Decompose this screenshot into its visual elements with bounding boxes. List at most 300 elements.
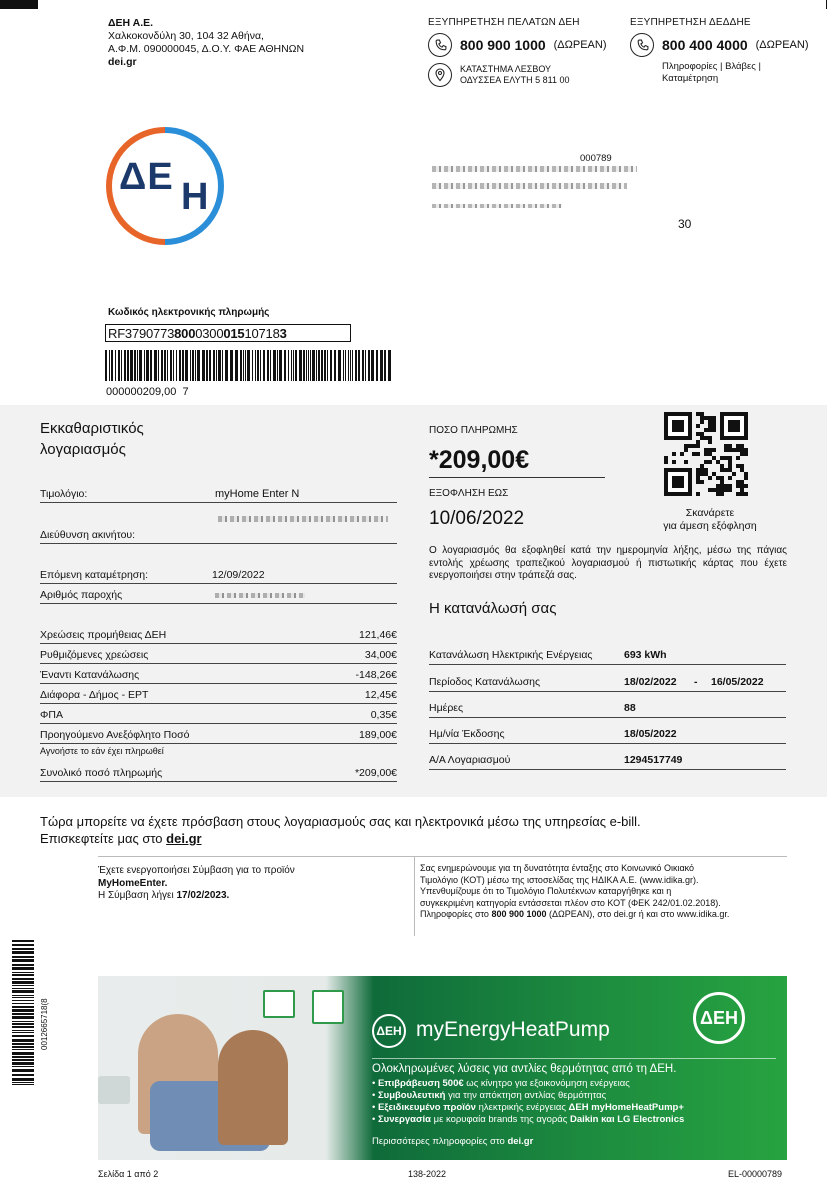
ebill-link[interactable]: dei.gr: [166, 831, 202, 846]
barcode-bar: [12, 1023, 34, 1025]
qr-module: [740, 452, 744, 456]
phone-icon: [428, 33, 452, 57]
barcode-bar: [12, 995, 34, 996]
barcode-bar: [345, 350, 346, 381]
barcode-bar: [137, 350, 138, 381]
customer-service-phone-row[interactable]: [428, 33, 618, 57]
barcode-bar: [206, 350, 208, 381]
days-row: [429, 702, 786, 718]
barcode-bar: [12, 1066, 34, 1067]
kot-line4: συγκεκριμένη κατηγορία εντάσσεται πλέον στο ΚΟΤ (ΦΕΚ 242/01.02.2018).: [420, 897, 721, 908]
barcode-bar: [197, 350, 200, 381]
charge-value: 121,46€: [359, 629, 397, 641]
ad-bullet-text: ως κίνητρο για εξοικονόμηση ενέργειας: [466, 1078, 630, 1089]
qr-module: [736, 492, 740, 496]
qr-module: [680, 452, 684, 456]
barcode-bar: [343, 350, 344, 381]
invoice-label: Τιμολόγιο:: [40, 488, 88, 500]
barcode-bar: [230, 350, 233, 381]
customer-service-phone: 800 900 1000: [460, 37, 546, 53]
ad-bullet-text: για την απόκτηση αντλίας θερμότητας: [448, 1090, 607, 1101]
barcode-bar: [371, 350, 374, 381]
barcode-bar: [192, 350, 194, 381]
qr-module: [708, 428, 712, 432]
qr-module: [696, 444, 700, 448]
barcode-bar: [218, 350, 221, 381]
barcode-bar: [216, 350, 217, 381]
qr-module: [724, 468, 728, 472]
qr-module: [724, 488, 728, 492]
ad-bullet-text: με κορυφαία brands της αγοράς: [433, 1114, 568, 1125]
barcode-bar: [173, 350, 174, 381]
side-barcode-number: 0012665718(8: [40, 998, 49, 1050]
barcode-bar: [185, 350, 188, 381]
customer-service: [428, 17, 618, 87]
barcode-bar: [12, 1026, 34, 1028]
barcode-bar: [245, 350, 246, 381]
barcode-bar: [195, 350, 196, 381]
qr-module: [696, 480, 700, 484]
qr-module: [728, 488, 732, 492]
ad-bullet: • Συμβουλευτική για την απόκτηση αντλίας θερμότητας: [372, 1090, 607, 1101]
barcode-bar: [154, 350, 157, 381]
barcode-bar: [299, 350, 302, 381]
barcode-bar: [348, 350, 349, 381]
contract-expiry-prefix: Η Σύμβαση λήγει: [98, 890, 174, 901]
qr-module: [700, 480, 704, 484]
barcode-bar: [279, 350, 282, 381]
charge-label: Ρυθμιζόμενες χρεώσεις: [40, 649, 149, 661]
ad-logo: ΔΕΗ: [693, 992, 745, 1044]
barcode-bar: [12, 997, 34, 998]
kot-notice: [420, 863, 787, 921]
charge-row: [40, 669, 397, 684]
deddie-title: ΕΞΥΠΗΡΕΤΗΣΗ ΔΕΔΔΗΕ: [630, 17, 751, 28]
charge-label: Χρεώσεις προμήθειας ΔΕΗ: [40, 629, 167, 641]
barcode-bar: [12, 1059, 34, 1061]
barcode-bar: [12, 981, 34, 984]
barcode-bar: [139, 350, 142, 381]
barcode-bar: [12, 978, 34, 980]
barcode-bar: [118, 350, 120, 381]
qr-module: [740, 464, 744, 468]
qr-module: [696, 472, 700, 476]
qr-module: [712, 424, 716, 428]
barcode-bar: [12, 1030, 34, 1031]
barcode-bar: [358, 350, 360, 381]
qr-finder: [672, 476, 684, 488]
next-reading-label: Επόμενη καταμέτρηση:: [40, 569, 149, 581]
qr-module: [744, 476, 748, 480]
recipient-number: 30: [678, 217, 692, 231]
contract-product: MyHomeEnter.: [98, 877, 168, 889]
store-name: ΚΑΤΑΣΤΗΜΑ ΛΕΣΒΟΥ: [460, 64, 552, 74]
qr-module: [712, 416, 716, 420]
barcode-bar: [277, 350, 278, 381]
qr-module: [708, 460, 712, 464]
qr-module: [740, 448, 744, 452]
barcode-bar: [12, 1069, 34, 1072]
qr-module: [708, 452, 712, 456]
issue-label: Ημ/νία Έκδοσης: [429, 728, 505, 740]
qr-module: [716, 488, 720, 492]
barcode-bar: [235, 350, 238, 381]
period-sep: -: [694, 676, 698, 688]
barcode-bar: [312, 350, 315, 381]
qr-module: [720, 476, 724, 480]
qr-module: [704, 428, 708, 432]
barcode-bar: [12, 1074, 34, 1076]
qr-finder: [728, 420, 740, 432]
kot-line1: Σας ενημερώνουμε για τη δυνατότητα ένταξης στο Κοινωνικό Οικιακό: [420, 863, 695, 873]
contract-expiry-date: 17/02/2023.: [176, 890, 230, 901]
payment-qr-code[interactable]: [664, 410, 748, 498]
barcode-bar: [303, 350, 305, 381]
barcode-bar: [384, 350, 386, 381]
qr-module: [700, 420, 704, 424]
qr-module: [664, 460, 668, 464]
location-pin-icon: [428, 63, 452, 87]
barcode-bar: [310, 350, 311, 381]
deddie-service: [630, 17, 820, 85]
barcode-bar: [12, 1052, 34, 1055]
period-to: 16/05/2022: [711, 676, 764, 688]
qr-module: [704, 472, 708, 476]
payment-barcode: [105, 350, 395, 381]
contract-line1: Έχετε ενεργοποιήσει Σύμβαση για το προϊόν: [98, 865, 295, 876]
qr-module: [708, 416, 712, 420]
ebill-visit: Επισκεφτείτε μας στο: [40, 831, 163, 846]
barcode-bar: [380, 350, 383, 381]
account-label: Α/Α Λογαριασμού: [429, 754, 511, 766]
scan-caption: [650, 507, 770, 533]
customer-service-free: (ΔΩΡΕΑΝ): [553, 39, 607, 51]
ebill-text: Τώρα μπορείτε να έχετε πρόσβαση στους λογαριασμούς σας και ηλεκτρονικά μέσω της υπηρεσίας e-bill.: [40, 814, 641, 829]
barcode-bar: [306, 350, 307, 381]
ad-bullet-bold: Εξειδικευμένο προϊόν: [377, 1102, 476, 1113]
qr-module: [700, 436, 704, 440]
qr-module: [692, 452, 696, 456]
qr-module: [716, 492, 720, 496]
qr-module: [696, 412, 700, 416]
bill-title-line2: λογαριασμός: [40, 441, 126, 458]
barcode-bar: [252, 350, 253, 381]
qr-module: [684, 444, 688, 448]
barcode-bar: [115, 350, 116, 381]
qr-module: [712, 472, 716, 476]
qr-module: [724, 444, 728, 448]
supply-row: [40, 589, 397, 604]
barcode-bar: [330, 350, 332, 381]
customer-service-title: ΕΞΥΠΗΡΕΤΗΣΗ ΠΕΛΑΤΩΝ ΔΕΗ: [428, 17, 580, 28]
ad-bullet: • Επιβράβευση 500€ ως κίνητρο για εξοικονόμηση ενέργειας: [372, 1078, 630, 1089]
qr-module: [672, 460, 676, 464]
supply-label: Αριθμός παροχής: [40, 589, 123, 601]
charge-row: [40, 709, 397, 724]
ad-divider: [372, 1058, 776, 1059]
amount-label: ΠΟΣΟ ΠΛΗΡΩΜΗΣ: [429, 425, 518, 436]
qr-graphic: [664, 410, 748, 498]
recipient-address-redacted: [432, 183, 627, 189]
qr-module: [720, 492, 724, 496]
barcode-bar: [260, 350, 261, 381]
qr-module: [704, 436, 708, 440]
qr-module: [740, 484, 744, 488]
barcode-bar: [368, 350, 370, 381]
invoice-row: [40, 488, 397, 503]
due-value: 10/06/2022: [429, 508, 525, 529]
recipient-city-redacted: [432, 204, 562, 208]
due-label: ΕΞΟΦΛΗΣΗ ΕΩΣ: [429, 488, 509, 499]
dei-logo-text-h: Η: [181, 176, 209, 218]
barcode-bar: [12, 959, 34, 962]
barcode-bar: [291, 350, 292, 381]
qr-module: [696, 476, 700, 480]
qr-module: [704, 460, 708, 464]
qr-module: [740, 480, 744, 484]
barcode-bar: [12, 1043, 34, 1045]
qr-module: [700, 472, 704, 476]
barcode-bar: [167, 350, 168, 381]
barcode-bar: [247, 350, 250, 381]
barcode-bar: [284, 350, 286, 381]
qr-module: [708, 448, 712, 452]
barcode-bar: [12, 964, 34, 966]
barcode-bar: [308, 350, 309, 381]
total-row: [40, 767, 397, 782]
promo-banner[interactable]: [98, 976, 787, 1160]
qr-module: [728, 476, 732, 480]
qr-module: [736, 456, 740, 460]
charge-row: [40, 629, 397, 644]
notices-divider: [414, 856, 415, 936]
charge-value: 12,45€: [364, 689, 397, 701]
qr-module: [724, 456, 728, 460]
barcode-bar: [213, 350, 215, 381]
payment-code-label: Κωδικός ηλεκτρονικής πληρωμής: [108, 307, 270, 318]
barcode-bar: [225, 350, 228, 381]
recipient-name-redacted: [432, 166, 637, 172]
company-site[interactable]: dei.gr: [108, 56, 137, 68]
qr-module: [736, 448, 740, 452]
barcode-bar: [243, 350, 244, 381]
amount-value: *209,00€: [429, 446, 605, 478]
qr-module: [712, 448, 716, 452]
qr-module: [708, 436, 712, 440]
bill-details: [40, 405, 397, 797]
barcode-bar: [12, 967, 34, 970]
qr-module: [712, 420, 716, 424]
qr-module: [712, 428, 716, 432]
barcode-bar: [12, 1000, 34, 1001]
barcode-bar: [12, 951, 34, 954]
barcode-bar: [124, 350, 126, 381]
energy-label: Κατανάλωση Ηλεκτρικής Ενέργειας: [429, 649, 593, 661]
barcode-bar: [12, 1021, 34, 1022]
qr-module: [684, 460, 688, 464]
qr-module: [696, 492, 700, 496]
qr-module: [688, 444, 692, 448]
kot-line5a: Πληροφορίες στο: [420, 909, 489, 919]
barcode-bar: [288, 350, 289, 381]
qr-module: [744, 452, 748, 456]
address-label: Διεύθυνση ακινήτου:: [40, 529, 136, 541]
qr-module: [700, 468, 704, 472]
payment-code-part5: 10718: [244, 326, 280, 341]
deddie-phone: 800 400 4000: [662, 37, 748, 53]
qr-module: [740, 444, 744, 448]
contract-notice: [98, 865, 295, 903]
qr-module: [728, 444, 732, 448]
charge-row: [40, 689, 397, 704]
store-row: [428, 63, 618, 87]
ad-bullet-bold: Συνεργασία: [377, 1114, 431, 1125]
qr-module: [708, 476, 712, 480]
deddie-phone-row[interactable]: [630, 33, 820, 57]
qr-module: [700, 432, 704, 436]
qr-finder: [672, 420, 684, 432]
barcode-bar: [158, 350, 159, 381]
dei-logo-text: ΔΕ: [119, 156, 174, 198]
qr-module: [728, 456, 732, 460]
qr-module: [740, 488, 744, 492]
qr-module: [744, 448, 748, 452]
barcode-bar: [134, 350, 136, 381]
barcode-bar: [12, 1046, 34, 1048]
qr-module: [736, 464, 740, 468]
qr-module: [728, 460, 732, 464]
barcode-bar: [121, 350, 122, 381]
barcode-bar: [12, 1003, 34, 1004]
barcode-bar: [105, 350, 107, 381]
barcode-bar: [318, 350, 320, 381]
barcode-bar: [12, 944, 34, 946]
qr-module: [720, 464, 724, 468]
qr-module: [708, 440, 712, 444]
account-value: 1294517749: [624, 754, 683, 766]
barcode-bar: [350, 350, 351, 381]
barcode-bar: [355, 350, 357, 381]
qr-module: [700, 464, 704, 468]
qr-module: [720, 468, 724, 472]
ad-more-text: Περισσότερες πληροφορίες στο: [372, 1136, 505, 1147]
company-name: ΔΕΗ Α.Ε.: [108, 17, 154, 29]
barcode-bar: [376, 350, 378, 381]
qr-module: [704, 452, 708, 456]
barcode-bar: [12, 1049, 34, 1050]
barcode-bar: [170, 350, 172, 381]
barcode-bar: [190, 350, 191, 381]
ad-bullet: • Εξειδικευμένο προϊόν ηλεκτρικής ενέργειας ΔΕΗ myHomeHeatPump+: [372, 1102, 684, 1113]
ad-bullets: [372, 1078, 782, 1126]
barcode-bar: [12, 1016, 34, 1019]
barcode-bar: [182, 350, 184, 381]
qr-module: [740, 468, 744, 472]
barcode-bar: [365, 350, 366, 381]
company-tax: Α.Φ.Μ. 090000045, Δ.Ο.Υ. ΦΑΕ ΑΘΗΝΩΝ: [108, 43, 305, 55]
barcode-bar: [12, 948, 34, 950]
ad-bullet-bold: Επιβράβευση 500€: [377, 1078, 464, 1089]
barcode-bar: [12, 940, 34, 942]
days-value: 88: [624, 702, 636, 714]
qr-module: [672, 452, 676, 456]
ad-more-info: [372, 1136, 533, 1148]
ad-bullet: • Συνεργασία με κορυφαία brands της αγοράς Daikin και LG Electronics: [372, 1114, 685, 1125]
qr-module: [720, 484, 724, 488]
barcode-bar: [127, 350, 129, 381]
account-row: [429, 754, 786, 770]
ad-bullet-brands: Daikin και LG Electronics: [569, 1114, 685, 1125]
charge-label: Διάφορα - Δήμος - ΕΡΤ: [40, 689, 149, 701]
supply-redacted: [215, 593, 305, 598]
payment-note: Ο λογαριασμός θα εξοφληθεί κατά την ημερομηνία λήξης, μέσω της πάγιας εντολής χρέωσης τραπεζικού λογαριασμού ή πιστωτικής κάρτας που έχετε ενεργοποιήσει στην τράπεζά σας.: [429, 545, 787, 581]
barcode-bar: [352, 350, 353, 381]
qr-module: [716, 460, 720, 464]
qr-module: [732, 448, 736, 452]
barcode-bar: [111, 350, 113, 381]
qr-module: [720, 480, 724, 484]
next-reading-value: 12/09/2022: [212, 569, 265, 581]
payment-code-part1: RF3790773: [108, 326, 175, 341]
deddie-info: Πληροφορίες | Βλάβες |: [662, 61, 761, 72]
qr-module: [684, 448, 688, 452]
ebill-message: [40, 813, 787, 847]
address-row: [40, 529, 397, 544]
barcode-bar: [164, 350, 166, 381]
barcode-bar: [12, 1032, 34, 1033]
ad-bullet-text: ηλεκτρικής ενέργειας: [478, 1102, 566, 1113]
person-woman-image: [218, 1030, 288, 1145]
qr-module: [728, 464, 732, 468]
qr-module: [708, 488, 712, 492]
heatpump-unit-image: [98, 1076, 130, 1104]
store-address: ΟΔΥΣΣΕΑ ΕΛΥΤΗ 5 811 00: [460, 75, 570, 85]
payment-code-part6: 3: [279, 326, 287, 341]
scan-caption-line2: για άμεση εξόφληση: [663, 520, 757, 532]
ad-title: myEnergyHeatPump: [416, 1018, 610, 1041]
payment-code-box[interactable]: [105, 324, 351, 342]
qr-module: [700, 412, 704, 416]
qr-module: [712, 488, 716, 492]
barcode-bar: [161, 350, 163, 381]
qr-module: [728, 484, 732, 488]
barcode-bar: [179, 350, 181, 381]
total-value: *209,00€: [354, 767, 397, 779]
barcode-bar: [12, 974, 34, 976]
qr-module: [744, 492, 748, 496]
barcode-bar: [388, 350, 391, 381]
barcode-bar: [12, 1009, 34, 1012]
payment-code-part3: 0300: [195, 326, 224, 341]
barcode-bar: [316, 350, 317, 381]
qr-module: [744, 484, 748, 488]
ignore-note: Αγνοήστε το εάν έχει πληρωθεί: [40, 746, 164, 756]
qr-module: [696, 452, 700, 456]
qr-module: [696, 468, 700, 472]
energy-row: [429, 649, 786, 665]
qr-module: [664, 456, 668, 460]
ad-more-link[interactable]: dei.gr: [507, 1136, 534, 1147]
barcode-bar: [295, 350, 297, 381]
barcode-bar: [362, 350, 364, 381]
qr-module: [728, 468, 732, 472]
charge-label: Έναντι Κατανάλωσης: [40, 669, 140, 681]
barcode-number: 000000209,00 7: [106, 386, 189, 398]
qr-module: [728, 448, 732, 452]
qr-module: [716, 484, 720, 488]
kot-line5c: (ΔΩΡΕΑΝ), στο dei.gr ή και στο www.idika.gr.: [549, 909, 730, 919]
qr-module: [696, 432, 700, 436]
